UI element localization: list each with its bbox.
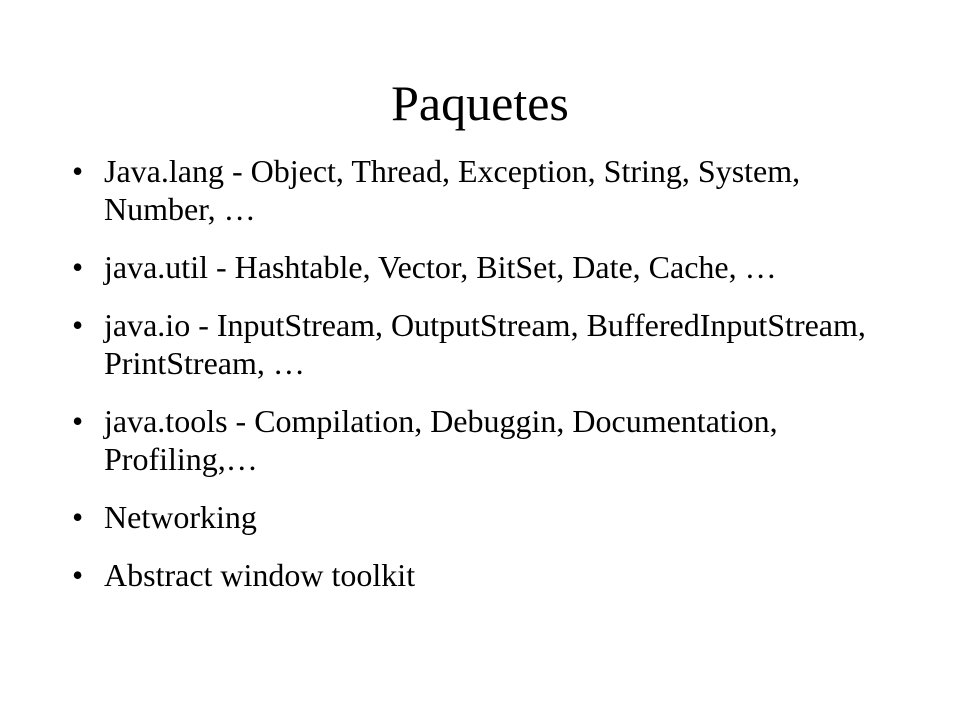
- bullet-icon: •: [72, 307, 84, 343]
- bullet-icon: •: [72, 153, 84, 189]
- bullet-list: [72, 152, 912, 614]
- bullet-item-networking: [72, 498, 912, 536]
- bullet-item-java-util: [72, 248, 912, 286]
- bullet-item-java-tools: [72, 402, 912, 478]
- bullet-item-awt: [72, 556, 912, 594]
- bullet-text: java.io - InputStream, OutputStream, BufferedInputStream, PrintStream, …: [104, 307, 866, 381]
- bullet-text: Abstract window toolkit: [104, 557, 416, 593]
- slide-title: Paquetes: [391, 75, 569, 131]
- bullet-icon: •: [72, 403, 84, 439]
- bullet-icon: •: [72, 249, 84, 285]
- bullet-text: Networking: [104, 499, 257, 535]
- bullet-text: java.tools - Compilation, Debuggin, Documentation, Profiling,…: [104, 403, 778, 477]
- bullet-text: Java.lang - Object, Thread, Exception, String, System, Number, …: [104, 153, 801, 227]
- bullet-item-java-io: [72, 306, 912, 382]
- bullet-text: java.util - Hashtable, Vector, BitSet, Date, Cache, …: [104, 249, 777, 285]
- bullet-icon: •: [72, 557, 84, 593]
- bullet-icon: •: [72, 499, 84, 535]
- bullet-item-java-lang: [72, 152, 912, 228]
